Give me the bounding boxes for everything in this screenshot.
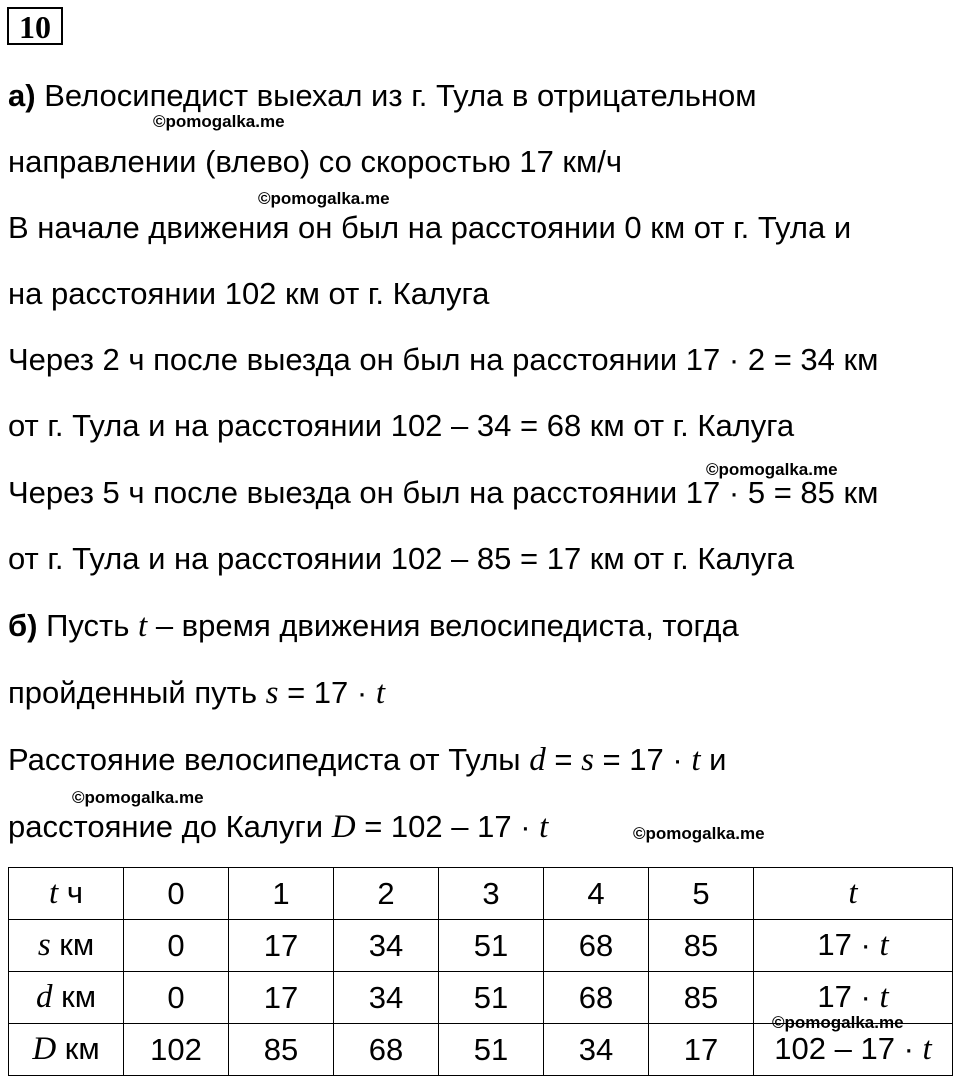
- part-a-text-1: Велосипедист выехал из г. Тула в отрицательном: [44, 78, 757, 113]
- watermark: ©pomogalka.me: [633, 824, 765, 843]
- table-cell: 3: [439, 868, 544, 920]
- table-row: [9, 920, 953, 972]
- table-cell: 34: [334, 972, 439, 1024]
- row-unit: км: [59, 927, 95, 962]
- table-cell: 17: [229, 920, 334, 972]
- row-header: [9, 1024, 124, 1076]
- values-table: [8, 867, 953, 1076]
- table-cell: 85: [649, 920, 754, 972]
- part-b-text-1a: Пусть: [46, 608, 130, 643]
- table-cell: 51: [439, 1024, 544, 1076]
- table-cell: 34: [334, 920, 439, 972]
- row-variable: d: [36, 979, 53, 1015]
- watermark: ©pomogalka.me: [153, 112, 285, 131]
- table-cell: 68: [544, 972, 649, 1024]
- table-cell: 1: [229, 868, 334, 920]
- part-a-line-7: Через 5 ч после выезда он был на расстоянии 17 · 5 = 85 км: [8, 475, 879, 510]
- part-a-line-2: направлении (влево) со скоростью 17 км/ч: [8, 144, 623, 179]
- part-b-text-3a: Расстояние велосипедиста от Тулы: [8, 742, 521, 777]
- part-a-line-5: Через 2 ч после выезда он был на расстоянии 17 · 2 = 34 км: [8, 342, 879, 377]
- formula-variable: t: [848, 875, 858, 911]
- row-variable: t: [49, 875, 59, 911]
- row-variable: D: [32, 1031, 57, 1067]
- part-b-text-3c: и: [709, 742, 727, 777]
- row-header: [9, 972, 124, 1024]
- table-row: [9, 868, 953, 920]
- part-b-text-4a: расстояние до Калуги: [8, 809, 324, 844]
- table-cell: 34: [544, 1024, 649, 1076]
- table-cell: 0: [124, 972, 229, 1024]
- formula-cell: [754, 920, 953, 972]
- table-cell: 2: [334, 868, 439, 920]
- formula-prefix: 17 ·: [817, 927, 871, 962]
- var-t: t: [691, 742, 701, 778]
- var-s: s: [581, 742, 594, 778]
- row-header: [9, 920, 124, 972]
- var-D: D: [331, 809, 356, 845]
- part-b-text-2a: пройденный путь: [8, 675, 257, 710]
- part-b-label: б): [8, 608, 38, 643]
- part-b-line-2: [8, 673, 385, 713]
- table-cell: 85: [649, 972, 754, 1024]
- part-b-text-2b: = 17 ·: [287, 675, 368, 710]
- table-cell: 68: [544, 920, 649, 972]
- part-b-line-3: [8, 740, 726, 780]
- row-unit: ч: [66, 875, 83, 910]
- watermark: ©pomogalka.me: [258, 189, 390, 208]
- part-b-line-4: [8, 807, 548, 847]
- part-b-text-1b: – время движения велосипедиста, тогда: [155, 608, 739, 643]
- table-cell: 4: [544, 868, 649, 920]
- formula-prefix: 102 – 17 ·: [774, 1031, 914, 1066]
- watermark: ©pomogalka.me: [772, 1013, 904, 1032]
- table-cell: 68: [334, 1024, 439, 1076]
- table-cell: 5: [649, 868, 754, 920]
- var-t: t: [375, 675, 386, 711]
- part-a-line-8: от г. Тула и на расстоянии 102 – 85 = 17 км от г. Калуга: [8, 541, 795, 576]
- formula-prefix: 17 ·: [817, 979, 871, 1014]
- formula-cell: [754, 868, 953, 920]
- watermark: ©pomogalka.me: [706, 460, 838, 479]
- formula-variable: t: [879, 979, 889, 1015]
- problem-number: 10: [7, 7, 63, 45]
- part-a-line-1: [8, 76, 757, 116]
- table-cell: 0: [124, 868, 229, 920]
- table-cell: 17: [649, 1024, 754, 1076]
- part-b-text-4b: = 102 – 17 ·: [364, 809, 531, 844]
- row-unit: км: [64, 1031, 100, 1066]
- part-b-line-1: [8, 606, 739, 646]
- formula-variable: t: [879, 927, 889, 963]
- part-b-text-3b: = 17 ·: [602, 742, 683, 777]
- row-variable: s: [37, 927, 51, 963]
- table-cell: 102: [124, 1024, 229, 1076]
- table-cell: 51: [439, 920, 544, 972]
- watermark: ©pomogalka.me: [72, 788, 204, 807]
- table-cell: 85: [229, 1024, 334, 1076]
- table-body: [9, 868, 953, 1076]
- table-cell: 51: [439, 972, 544, 1024]
- part-a-line-6: от г. Тула и на расстоянии 102 – 34 = 68 км от г. Калуга: [8, 408, 795, 443]
- part-a-label: а): [8, 78, 36, 113]
- var-s: s: [265, 675, 279, 711]
- part-a-line-3: В начале движения он был на расстоянии 0 км от г. Тула и: [8, 210, 852, 245]
- formula-variable: t: [922, 1031, 932, 1067]
- var-t: t: [138, 608, 148, 644]
- row-unit: км: [61, 979, 96, 1014]
- row-header: [9, 868, 124, 920]
- part-b-eq: =: [554, 742, 573, 777]
- var-t: t: [539, 809, 549, 845]
- table-cell: 0: [124, 920, 229, 972]
- var-d: d: [529, 742, 546, 778]
- part-a-line-4: на расстоянии 102 км от г. Калуга: [8, 276, 490, 311]
- table-cell: 17: [229, 972, 334, 1024]
